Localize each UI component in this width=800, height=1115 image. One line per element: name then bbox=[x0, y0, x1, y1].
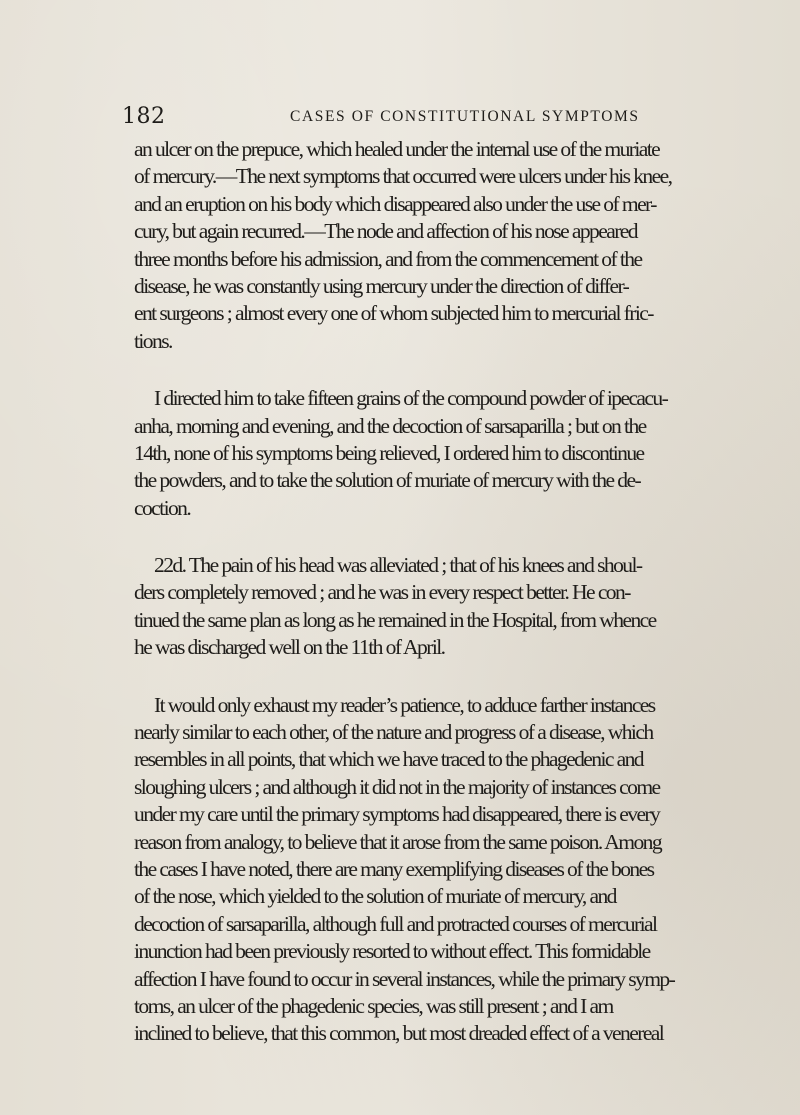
text-line: of mercury.—The next symptoms that occurred were ulcers under his knee, bbox=[134, 164, 672, 189]
text-line: tions. bbox=[134, 328, 172, 353]
text-line: he was discharged well on the 11th of April. bbox=[134, 635, 445, 660]
text-line: 22d. The pain of his head was alleviated ; that of his knees and shoul- bbox=[154, 553, 642, 578]
text-line: sloughing ulcers ; and although it did not in the majority of instances come bbox=[134, 774, 660, 799]
text-line: the powders, and to take the solution of muriate of mercury with the de- bbox=[134, 468, 641, 493]
running-head: CASES OF CONSTITUTIONAL SYMPTOMS bbox=[290, 108, 640, 125]
paragraph-4 bbox=[134, 692, 794, 1048]
text-line: ders completely removed ; and he was in every respect better. He con- bbox=[134, 580, 630, 605]
text-line: of the nose, which yielded to the solution of muriate of mercury, and bbox=[134, 884, 616, 909]
text-line: ent surgeons ; almost every one of whom subjected him to mercurial fric- bbox=[134, 301, 653, 326]
paragraph-2 bbox=[134, 385, 794, 522]
paragraph-gap bbox=[134, 522, 794, 552]
text-line: an ulcer on the prepuce, which healed under the internal use of the muriate bbox=[134, 137, 660, 161]
text-line: and an eruption on his body which disappeared also under the use of mer- bbox=[134, 191, 656, 216]
body-text bbox=[134, 136, 794, 1048]
text-line: inunction had been previously resorted to without effect. This formidable bbox=[134, 939, 650, 964]
text-line: It would only exhaust my reader’s patience, to adduce farther instances bbox=[154, 692, 655, 717]
text-line: under my care until the primary symptoms had disappeared, there is every bbox=[134, 802, 660, 827]
text-line: inclined to believe, that this common, but most dreaded effect of a venereal bbox=[134, 1021, 664, 1046]
text-line: anha, morning and evening, and the decoction of sarsaparilla ; but on the bbox=[134, 413, 646, 438]
paragraph-1 bbox=[134, 136, 794, 355]
paragraph-3 bbox=[134, 552, 794, 662]
text-line: disease, he was constantly using mercury under the direction of differ- bbox=[134, 273, 629, 298]
text-line: coction. bbox=[134, 495, 191, 520]
text-line: decoction of sarsaparilla, although full and protracted courses of mercurial bbox=[134, 911, 657, 936]
text-line: cury, but again recurred.—The node and affection of his nose appeared bbox=[134, 219, 637, 244]
paragraph-gap bbox=[134, 355, 794, 385]
page-number: 182 bbox=[122, 104, 166, 129]
text-line: affection I have found to occur in several instances, while the primary symp- bbox=[134, 966, 675, 991]
page-header bbox=[122, 104, 682, 136]
text-line: tinued the same plan as long as he remained in the Hospital, from whence bbox=[134, 607, 656, 632]
text-line: the cases I have noted, there are many exemplifying diseases of the bones bbox=[134, 856, 654, 881]
text-line: toms, an ulcer of the phagedenic species, was still present ; and I am bbox=[134, 993, 613, 1018]
text-line: 14th, none of his symptoms being relieved, I ordered him to discontinue bbox=[134, 440, 644, 465]
text-line: reason from analogy, to believe that it arose from the same poison. Among bbox=[134, 829, 662, 854]
text-line: resembles in all points, that which we have traced to the phagedenic and bbox=[134, 747, 644, 772]
text-line: I directed him to take fifteen grains of the compound powder of ipecacu- bbox=[154, 386, 668, 411]
text-line: three months before his admission, and from the commencement of the bbox=[134, 246, 642, 271]
paragraph-gap bbox=[134, 662, 794, 692]
text-line: nearly similar to each other, of the nature and progress of a disease, which bbox=[134, 720, 653, 745]
